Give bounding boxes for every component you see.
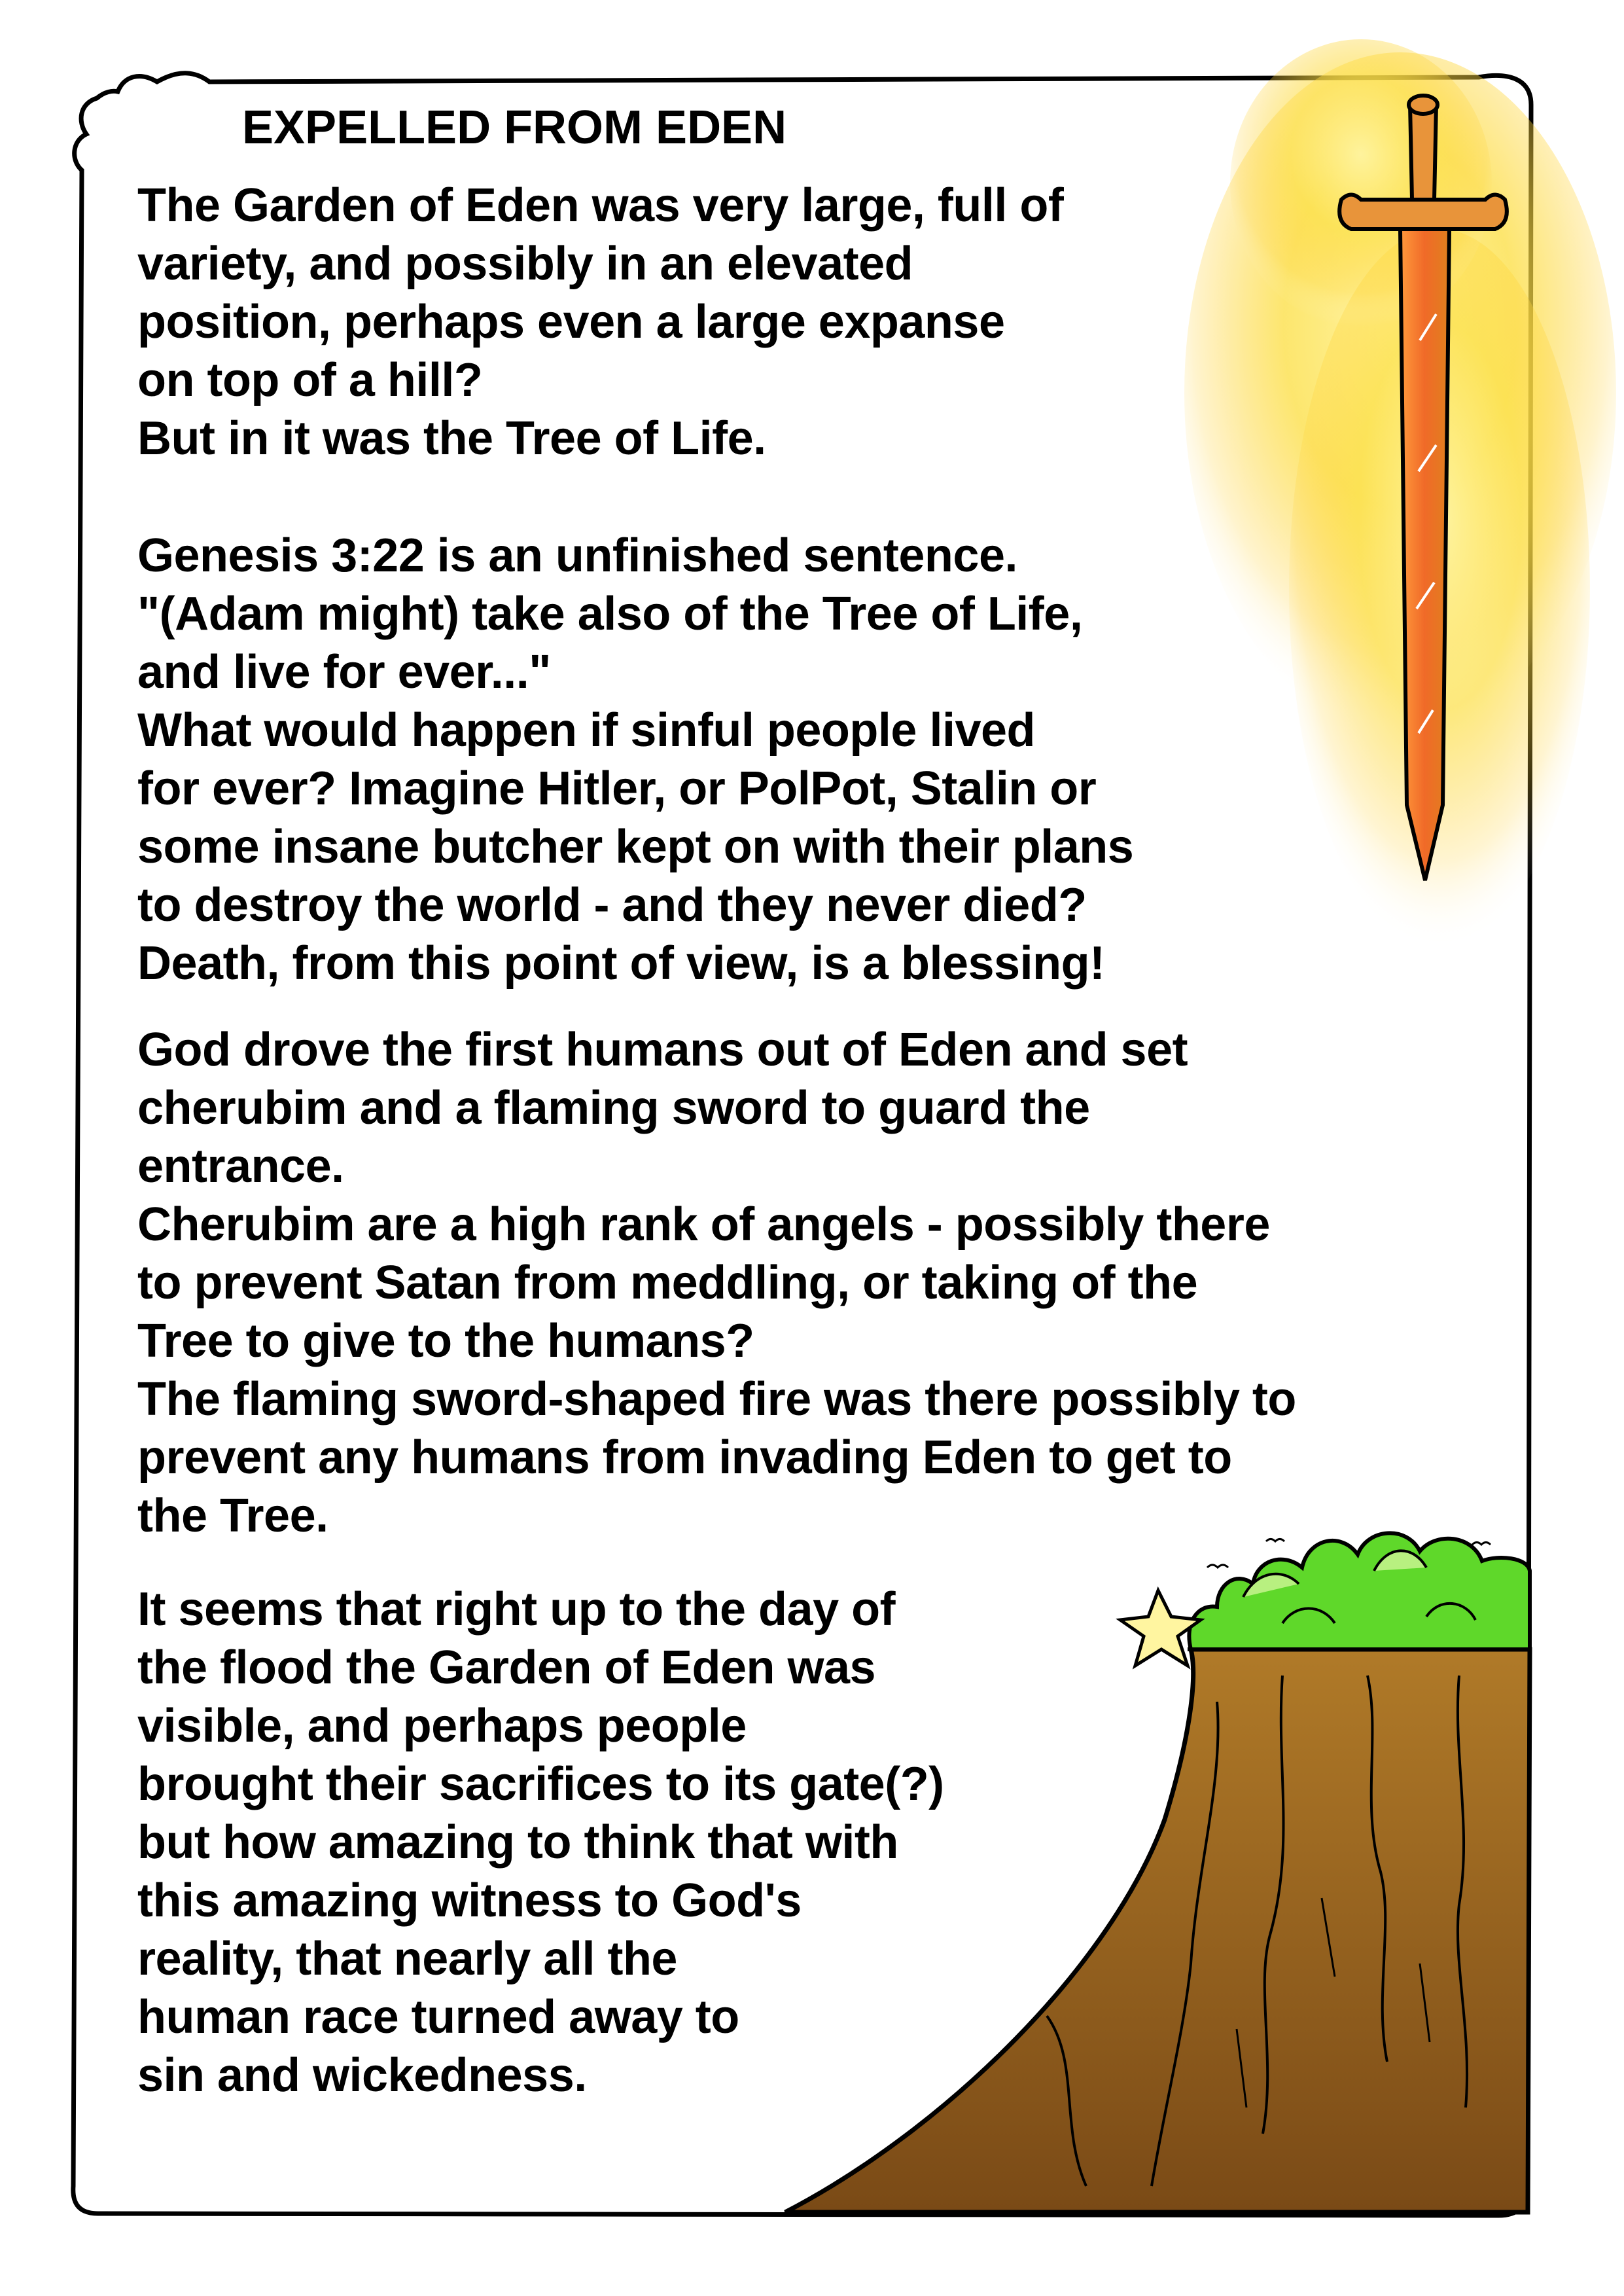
text-line: Death, from this point of view, is a blessing! xyxy=(137,937,1105,990)
paragraph-flood xyxy=(137,1581,944,2105)
star-burst-icon xyxy=(1120,1590,1201,1666)
text-line: Cherubim are a high rank of angels - possibly there xyxy=(137,1198,1270,1251)
text-line: the flood the Garden of Eden was xyxy=(137,1641,876,1694)
text-line: sin and wickedness. xyxy=(137,2049,587,2102)
text-line: variety, and possibly in an elevated xyxy=(137,238,913,290)
text-line: for ever? Imagine Hitler, or PolPot, Stalin or xyxy=(137,762,1097,815)
text-line: reality, that nearly all the xyxy=(137,1933,677,1985)
text-line: "(Adam might) take also of the Tree of Life, xyxy=(137,588,1083,640)
text-line: human race turned away to xyxy=(137,1991,739,2043)
text-line: The flaming sword-shaped fire was there possibly to xyxy=(137,1373,1296,1426)
text-line: on top of a hill? xyxy=(137,354,483,406)
text-line: to prevent Satan from meddling, or taking of the xyxy=(137,1257,1198,1309)
paragraph-genesis xyxy=(137,527,1133,993)
paragraph-eden-description xyxy=(137,177,1063,468)
text-line: The Garden of Eden was very large, full of xyxy=(137,179,1064,232)
text-line: prevent any humans from invading Eden to get to xyxy=(137,1431,1232,1484)
page-title: EXPELLED FROM EDEN xyxy=(242,101,787,154)
text-line: It seems that right up to the day of xyxy=(137,1583,896,1636)
text-line: and live for ever..." xyxy=(137,646,551,698)
text-line: visible, and perhaps people xyxy=(137,1700,747,1752)
text-line: Genesis 3:22 is an unfinished sentence. xyxy=(137,529,1017,582)
text-line: the Tree. xyxy=(137,1490,328,1542)
text-line: What would happen if sinful people lived xyxy=(137,704,1036,757)
text-line: entrance. xyxy=(137,1140,344,1193)
text-line: to destroy the world - and they never died? xyxy=(137,879,1087,931)
text-line: some insane butcher kept on with their plans xyxy=(137,821,1134,873)
text-line: God drove the first humans out of Eden and set xyxy=(137,1024,1188,1076)
paragraph-cherubim xyxy=(137,1021,1296,1545)
text-line: but how amazing to think that with xyxy=(137,1816,898,1869)
text-line: brought their sacrifices to its gate(?) xyxy=(137,1758,944,1810)
text-line: Tree to give to the humans? xyxy=(137,1315,754,1367)
text-line: this amazing witness to God's xyxy=(137,1874,802,1927)
text-line: But in it was the Tree of Life. xyxy=(137,412,766,465)
text-line: cherubim and a flaming sword to guard the xyxy=(137,1082,1090,1134)
text-line: position, perhaps even a large expanse xyxy=(137,296,1005,348)
